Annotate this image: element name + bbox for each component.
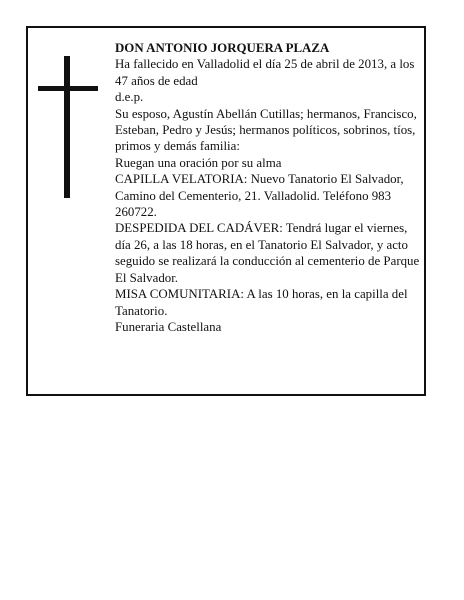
obituary-notice — [26, 26, 426, 396]
deceased-name: DON ANTONIO JORQUERA PLAZA — [115, 41, 330, 55]
notice-text — [115, 40, 421, 335]
mass-info: MISA COMUNITARIA: A las 10 horas, en la capilla del Tanatorio. — [115, 287, 408, 318]
chapel-info: CAPILLA VELATORIA: Nuevo Tanatorio El Salvador, Camino del Cementerio, 21. Valladolid. Teléfono 983 260722. — [115, 172, 404, 220]
cross-vertical-bar — [64, 56, 70, 198]
prayer-request: Ruegan una oración por su alma — [115, 155, 282, 170]
farewell-info: DESPEDIDA DEL CADÁVER: Tendrá lugar el viernes, día 26, a las 18 horas, en el Tanatorio El Salvador, y acto seguido se realizará la conducción al cementerio de Parque El Salvador. — [115, 221, 420, 285]
rest-in-peace: d.e.p. — [115, 90, 144, 105]
cross-horizontal-bar — [38, 86, 98, 91]
death-announcement: Ha fallecido en Valladolid el día 25 de abril de 2013, a los 47 años de edad — [115, 57, 415, 88]
funeral-home: Funeraria Castellana — [115, 319, 222, 334]
family-mourners: Su esposo, Agustín Abellán Cutillas; hermanos, Francisco, Esteban, Pedro y Jesús; hermanos políticos, sobrinos, tíos, primos y demás familia: — [115, 106, 417, 154]
cross-icon — [38, 56, 98, 198]
